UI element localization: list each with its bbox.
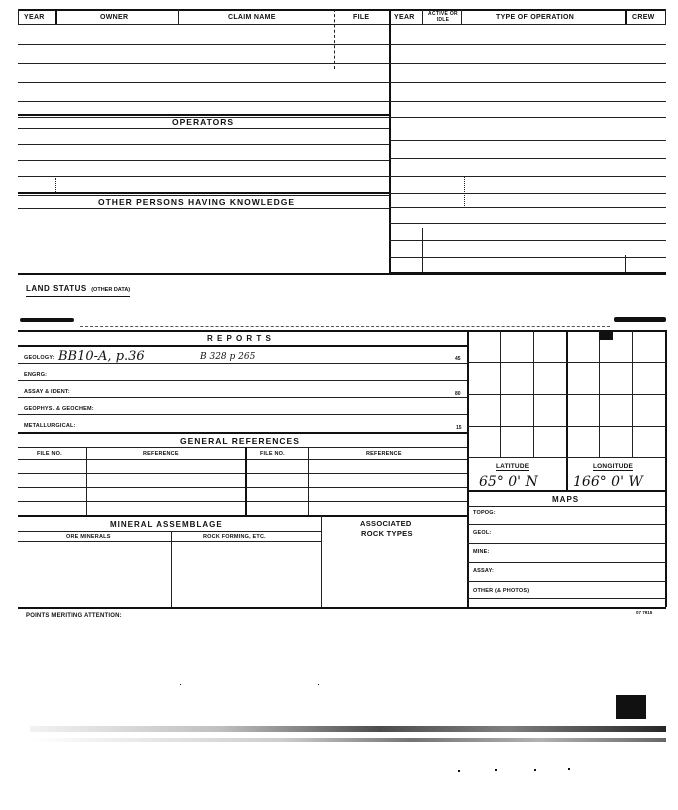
- col-year: YEAR: [24, 14, 45, 21]
- report-num-assay: 80: [455, 391, 461, 397]
- map-mine: MINE:: [473, 549, 490, 555]
- map-geol: GEOL:: [473, 530, 492, 536]
- ref-header-reference-2: REFERENCE: [366, 451, 402, 457]
- map-other: OTHER (& PHOTOS): [473, 588, 530, 594]
- col-crew: CREW: [632, 14, 655, 21]
- operators-title: OPERATORS: [172, 117, 235, 127]
- grid-marker: [599, 332, 613, 340]
- ore-minerals-label: ORE MINERALS: [66, 534, 111, 540]
- report-num-geology: 45: [455, 356, 461, 362]
- map-topog: TOPOG:: [473, 510, 496, 516]
- ref-header-file-no-1: FILE NO.: [37, 451, 62, 457]
- associated-label: ASSOCIATED: [360, 519, 412, 528]
- maps-title: MAPS: [552, 495, 580, 504]
- col-claim-name: CLAIM NAME: [228, 14, 276, 21]
- latitude-label: LATITUDE: [496, 463, 530, 470]
- report-label-geophys: GEOPHYS. & GEOCHEM:: [24, 406, 94, 412]
- report-hand-geology: BB10-A, p.36: [58, 349, 145, 364]
- rock-forming-label: ROCK FORMING, ETC.: [203, 534, 266, 540]
- col-type-of-operation: TYPE OF OPERATION: [496, 14, 575, 21]
- ref-header-reference-1: REFERENCE: [143, 451, 179, 457]
- col-file: FILE: [353, 14, 370, 21]
- map-assay: ASSAY:: [473, 568, 495, 574]
- report-label-assay: ASSAY & IDENT:: [24, 389, 70, 395]
- report-num-metallurgical: 15: [456, 425, 462, 431]
- report-label-geology: GEOLOGY:: [24, 355, 55, 361]
- col-year-2: YEAR: [394, 14, 415, 21]
- general-references-title: GENERAL REFERENCES: [180, 436, 300, 446]
- report-label-engrg: ENGRG:: [24, 372, 48, 378]
- longitude-label: LONGITUDE: [593, 463, 634, 470]
- longitude-value: 166° 0' W: [573, 474, 643, 490]
- other-persons-title: OTHER PERSONS HAVING KNOWLEDGE: [98, 197, 296, 207]
- report-hand-geology-2: B 328 p 265: [200, 352, 256, 362]
- form-code: 07 7915: [636, 610, 653, 615]
- reports-title: R E P O R T S: [207, 334, 272, 343]
- latitude-value: 65° 0' N: [479, 474, 538, 490]
- land-status-subtitle: (OTHER DATA): [91, 287, 131, 293]
- col-active-or-idle: ACTIVE OR IDLE: [428, 11, 458, 23]
- mineral-title: MINERAL ASSEMBLAGE: [110, 520, 223, 529]
- points-meriting-label: POINTS MERITING ATTENTION:: [26, 613, 122, 619]
- col-owner: OWNER: [100, 14, 129, 21]
- rock-types-label: ROCK TYPES: [361, 529, 413, 538]
- land-status-title: LAND STATUS: [26, 284, 87, 293]
- report-label-metallurgical: METALLURGICAL:: [24, 423, 76, 429]
- ref-header-file-no-2: FILE NO.: [260, 451, 285, 457]
